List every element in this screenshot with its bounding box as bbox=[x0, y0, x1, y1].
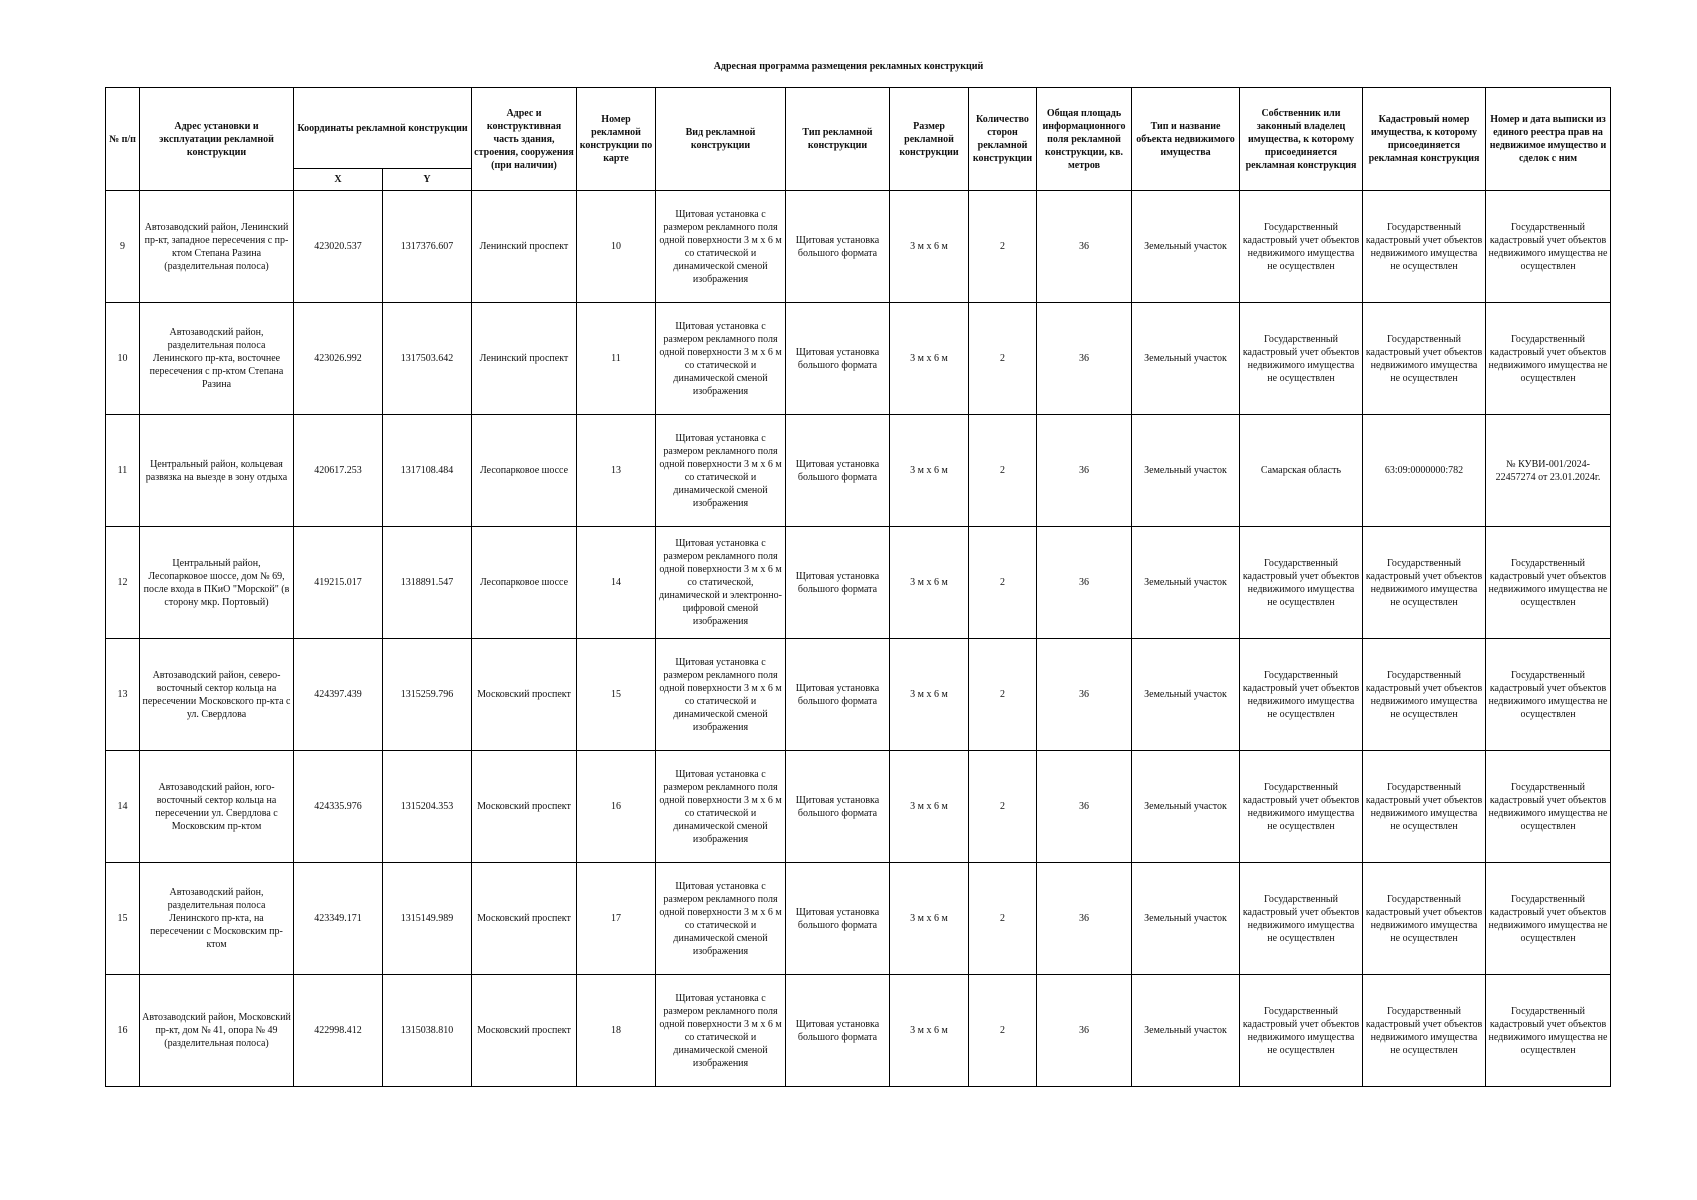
header-building: Адрес и конструктивная часть здания, строения, сооружения (при наличии) bbox=[472, 88, 577, 191]
cell-size: 3 м х 6 м bbox=[890, 863, 969, 975]
cell-kind: Щитовая установка с размером рекламного поля одной поверхности 3 м х 6 м со статической и динамической сменой изображения bbox=[656, 191, 786, 303]
header-sides: Количество сторон рекламной конструкции bbox=[969, 88, 1037, 191]
cell-cadastral: Государственный кадастровый учет объектов недвижимого имущества не осуществлен bbox=[1363, 191, 1486, 303]
table-row bbox=[106, 751, 1611, 863]
header-area: Общая площадь информационного поля рекламной конструкции, кв. метров bbox=[1037, 88, 1132, 191]
cell-kind: Щитовая установка с размером рекламного поля одной поверхности 3 м х 6 м со статической, динамической и электронно-цифровой сменой изображения bbox=[656, 527, 786, 639]
header-coords: Координаты рекламной конструкции bbox=[294, 88, 472, 169]
cell-cadastral: 63:09:0000000:782 bbox=[1363, 415, 1486, 527]
cell-type: Щитовая установка большого формата bbox=[786, 751, 890, 863]
cell-num: 15 bbox=[106, 863, 140, 975]
cell-cadastral: Государственный кадастровый учет объектов недвижимого имущества не осуществлен bbox=[1363, 303, 1486, 415]
advertising-program-table bbox=[105, 87, 1611, 1087]
cell-owner: Государственный кадастровый учет объектов недвижимого имущества не осуществлен bbox=[1240, 191, 1363, 303]
cell-type: Щитовая установка большого формата bbox=[786, 415, 890, 527]
cell-building: Московский проспект bbox=[472, 639, 577, 751]
cell-address: Автозаводский район, Московский пр-кт, дом № 41, опора № 49 (разделительная полоса) bbox=[140, 975, 294, 1087]
cell-building: Московский проспект bbox=[472, 975, 577, 1087]
cell-owner: Самарская область bbox=[1240, 415, 1363, 527]
cell-x: 423026.992 bbox=[294, 303, 383, 415]
cell-address: Центральный район, Лесопарковое шоссе, дом № 69, после входа в ПКиО "Морской" (в сторону мкр. Портовый) bbox=[140, 527, 294, 639]
cell-x: 423349.171 bbox=[294, 863, 383, 975]
cell-sides: 2 bbox=[969, 527, 1037, 639]
cell-y: 1318891.547 bbox=[383, 527, 472, 639]
cell-cadastral: Государственный кадастровый учет объектов недвижимого имущества не осуществлен bbox=[1363, 863, 1486, 975]
header-type: Тип рекламной конструкции bbox=[786, 88, 890, 191]
cell-area: 36 bbox=[1037, 751, 1132, 863]
cell-sides: 2 bbox=[969, 415, 1037, 527]
cell-type: Щитовая установка большого формата bbox=[786, 191, 890, 303]
cell-map-num: 16 bbox=[577, 751, 656, 863]
cell-object: Земельный участок bbox=[1132, 639, 1240, 751]
cell-y: 1315259.796 bbox=[383, 639, 472, 751]
cell-y: 1317108.484 bbox=[383, 415, 472, 527]
cell-sides: 2 bbox=[969, 751, 1037, 863]
cell-cadastral: Государственный кадастровый учет объектов недвижимого имущества не осуществлен bbox=[1363, 639, 1486, 751]
cell-registry: Государственный кадастровый учет объектов недвижимого имущества не осуществлен bbox=[1486, 639, 1611, 751]
cell-y: 1315038.810 bbox=[383, 975, 472, 1087]
cell-object: Земельный участок bbox=[1132, 415, 1240, 527]
cell-building: Ленинский проспект bbox=[472, 303, 577, 415]
cell-map-num: 14 bbox=[577, 527, 656, 639]
cell-object: Земельный участок bbox=[1132, 191, 1240, 303]
cell-address: Автозаводский район, Ленинский пр-кт, западное пересечения с пр-ктом Степана Разина (разделительная полоса) bbox=[140, 191, 294, 303]
cell-x: 419215.017 bbox=[294, 527, 383, 639]
table-row bbox=[106, 863, 1611, 975]
cell-sides: 2 bbox=[969, 639, 1037, 751]
cell-building: Московский проспект bbox=[472, 863, 577, 975]
cell-map-num: 15 bbox=[577, 639, 656, 751]
cell-num: 10 bbox=[106, 303, 140, 415]
cell-num: 14 bbox=[106, 751, 140, 863]
cell-type: Щитовая установка большого формата bbox=[786, 303, 890, 415]
cell-registry: Государственный кадастровый учет объектов недвижимого имущества не осуществлен bbox=[1486, 863, 1611, 975]
table-row bbox=[106, 639, 1611, 751]
header-registry: Номер и дата выписки из единого реестра прав на недвижимое имущество и сделок с ним bbox=[1486, 88, 1611, 191]
cell-owner: Государственный кадастровый учет объектов недвижимого имущества не осуществлен bbox=[1240, 303, 1363, 415]
cell-size: 3 м х 6 м bbox=[890, 191, 969, 303]
cell-registry: Государственный кадастровый учет объектов недвижимого имущества не осуществлен bbox=[1486, 975, 1611, 1087]
header-address: Адрес установки и эксплуатации рекламной конструкции bbox=[140, 88, 294, 191]
cell-area: 36 bbox=[1037, 303, 1132, 415]
cell-size: 3 м х 6 м bbox=[890, 415, 969, 527]
cell-building: Лесопарковое шоссе bbox=[472, 527, 577, 639]
cell-x: 424397.439 bbox=[294, 639, 383, 751]
cell-map-num: 18 bbox=[577, 975, 656, 1087]
cell-type: Щитовая установка большого формата bbox=[786, 527, 890, 639]
cell-cadastral: Государственный кадастровый учет объектов недвижимого имущества не осуществлен bbox=[1363, 751, 1486, 863]
cell-x: 422998.412 bbox=[294, 975, 383, 1087]
cell-owner: Государственный кадастровый учет объектов недвижимого имущества не осуществлен bbox=[1240, 751, 1363, 863]
cell-size: 3 м х 6 м bbox=[890, 751, 969, 863]
cell-y: 1317376.607 bbox=[383, 191, 472, 303]
cell-kind: Щитовая установка с размером рекламного поля одной поверхности 3 м х 6 м со статической и динамической сменой изображения bbox=[656, 751, 786, 863]
cell-type: Щитовая установка большого формата bbox=[786, 863, 890, 975]
header-owner: Собственник или законный владелец имущества, к которому присоединяется рекламная конструкция bbox=[1240, 88, 1363, 191]
header-kind: Вид рекламной конструкции bbox=[656, 88, 786, 191]
page-title: Адресная программа размещения рекламных конструкций bbox=[713, 61, 984, 72]
cell-address: Автозаводский район, разделительная полоса Ленинского пр-кта, восточнее пересечения с пр-ктом Степана Разина bbox=[140, 303, 294, 415]
cell-y: 1317503.642 bbox=[383, 303, 472, 415]
cell-area: 36 bbox=[1037, 191, 1132, 303]
cell-object: Земельный участок bbox=[1132, 975, 1240, 1087]
cell-size: 3 м х 6 м bbox=[890, 303, 969, 415]
header-x: X bbox=[294, 169, 383, 191]
cell-registry: № КУВИ-001/2024-22457274 от 23.01.2024г. bbox=[1486, 415, 1611, 527]
cell-kind: Щитовая установка с размером рекламного поля одной поверхности 3 м х 6 м со статической и динамической сменой изображения bbox=[656, 303, 786, 415]
cell-area: 36 bbox=[1037, 863, 1132, 975]
header-num: № п/п bbox=[106, 88, 140, 191]
cell-cadastral: Государственный кадастровый учет объектов недвижимого имущества не осуществлен bbox=[1363, 975, 1486, 1087]
cell-building: Ленинский проспект bbox=[472, 191, 577, 303]
cell-kind: Щитовая установка с размером рекламного поля одной поверхности 3 м х 6 м со статической и динамической сменой изображения bbox=[656, 863, 786, 975]
cell-owner: Государственный кадастровый учет объектов недвижимого имущества не осуществлен bbox=[1240, 863, 1363, 975]
cell-size: 3 м х 6 м bbox=[890, 639, 969, 751]
cell-num: 16 bbox=[106, 975, 140, 1087]
cell-num: 13 bbox=[106, 639, 140, 751]
cell-num: 12 bbox=[106, 527, 140, 639]
cell-x: 423020.537 bbox=[294, 191, 383, 303]
cell-size: 3 м х 6 м bbox=[890, 975, 969, 1087]
cell-sides: 2 bbox=[969, 863, 1037, 975]
table-row bbox=[106, 191, 1611, 303]
cell-cadastral: Государственный кадастровый учет объектов недвижимого имущества не осуществлен bbox=[1363, 527, 1486, 639]
cell-owner: Государственный кадастровый учет объектов недвижимого имущества не осуществлен bbox=[1240, 639, 1363, 751]
cell-sides: 2 bbox=[969, 191, 1037, 303]
header-cadastral: Кадастровый номер имущества, к которому присоединяется рекламная конструкция bbox=[1363, 88, 1486, 191]
cell-kind: Щитовая установка с размером рекламного поля одной поверхности 3 м х 6 м со статической и динамической сменой изображения bbox=[656, 975, 786, 1087]
cell-object: Земельный участок bbox=[1132, 863, 1240, 975]
cell-num: 9 bbox=[106, 191, 140, 303]
cell-kind: Щитовая установка с размером рекламного поля одной поверхности 3 м х 6 м со статической и динамической сменой изображения bbox=[656, 415, 786, 527]
cell-map-num: 11 bbox=[577, 303, 656, 415]
table-row bbox=[106, 527, 1611, 639]
header-object: Тип и название объекта недвижимого имущества bbox=[1132, 88, 1240, 191]
cell-address: Автозаводский район, северо-восточный сектор кольца на пересечении Московского пр-кта с ул. Свердлова bbox=[140, 639, 294, 751]
cell-owner: Государственный кадастровый учет объектов недвижимого имущества не осуществлен bbox=[1240, 975, 1363, 1087]
cell-building: Лесопарковое шоссе bbox=[472, 415, 577, 527]
cell-y: 1315149.989 bbox=[383, 863, 472, 975]
cell-address: Центральный район, кольцевая развязка на выезде в зону отдыха bbox=[140, 415, 294, 527]
cell-building: Московский проспект bbox=[472, 751, 577, 863]
header-size: Размер рекламной конструкции bbox=[890, 88, 969, 191]
cell-map-num: 10 bbox=[577, 191, 656, 303]
cell-area: 36 bbox=[1037, 975, 1132, 1087]
cell-x: 420617.253 bbox=[294, 415, 383, 527]
table-row bbox=[106, 415, 1611, 527]
table-row bbox=[106, 975, 1611, 1087]
cell-address: Автозаводский район, юго-восточный сектор кольца на пересечении ул. Свердлова с Московским пр-ктом bbox=[140, 751, 294, 863]
cell-sides: 2 bbox=[969, 975, 1037, 1087]
header-map-num: Номер рекламной конструкции по карте bbox=[577, 88, 656, 191]
cell-area: 36 bbox=[1037, 639, 1132, 751]
cell-registry: Государственный кадастровый учет объектов недвижимого имущества не осуществлен bbox=[1486, 751, 1611, 863]
cell-registry: Государственный кадастровый учет объектов недвижимого имущества не осуществлен bbox=[1486, 303, 1611, 415]
cell-address: Автозаводский район, разделительная полоса Ленинского пр-кта, на пересечении с Московским пр-ктом bbox=[140, 863, 294, 975]
cell-registry: Государственный кадастровый учет объектов недвижимого имущества не осуществлен bbox=[1486, 191, 1611, 303]
cell-type: Щитовая установка большого формата bbox=[786, 975, 890, 1087]
cell-registry: Государственный кадастровый учет объектов недвижимого имущества не осуществлен bbox=[1486, 527, 1611, 639]
cell-owner: Государственный кадастровый учет объектов недвижимого имущества не осуществлен bbox=[1240, 527, 1363, 639]
cell-size: 3 м х 6 м bbox=[890, 527, 969, 639]
cell-object: Земельный участок bbox=[1132, 303, 1240, 415]
cell-y: 1315204.353 bbox=[383, 751, 472, 863]
cell-object: Земельный участок bbox=[1132, 527, 1240, 639]
cell-type: Щитовая установка большого формата bbox=[786, 639, 890, 751]
cell-area: 36 bbox=[1037, 527, 1132, 639]
cell-kind: Щитовая установка с размером рекламного поля одной поверхности 3 м х 6 м со статической и динамической сменой изображения bbox=[656, 639, 786, 751]
cell-map-num: 17 bbox=[577, 863, 656, 975]
cell-num: 11 bbox=[106, 415, 140, 527]
cell-sides: 2 bbox=[969, 303, 1037, 415]
cell-object: Земельный участок bbox=[1132, 751, 1240, 863]
cell-x: 424335.976 bbox=[294, 751, 383, 863]
cell-area: 36 bbox=[1037, 415, 1132, 527]
cell-map-num: 13 bbox=[577, 415, 656, 527]
header-y: Y bbox=[383, 169, 472, 191]
table-row bbox=[106, 303, 1611, 415]
